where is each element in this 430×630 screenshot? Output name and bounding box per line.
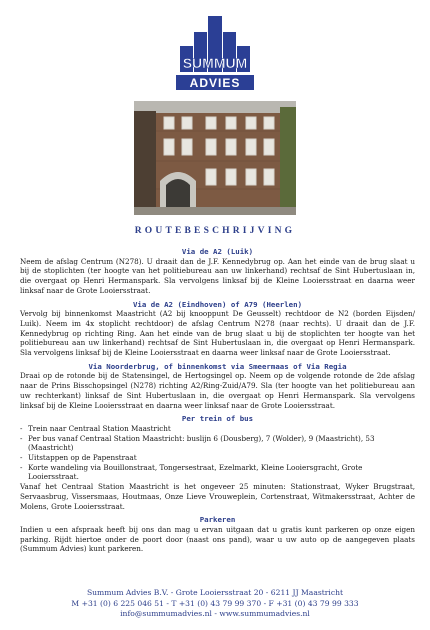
section-parkeren xyxy=(20,515,415,554)
list-item: - Per bus vanaf Centraal Station Maastricht: buslijn 6 (Dousberg), 7 (Wolder), 9 (Maastricht), 53 (Maastricht) xyxy=(20,434,415,453)
section-a2-luik xyxy=(20,247,415,296)
directions-content xyxy=(20,247,415,558)
list-item: - Korte wandeling via Bouillonstraat, Tongersestraat, Ezelmarkt, Kleine Looiersgracht, Grote Looiersstraat. xyxy=(20,463,415,482)
section-text: Draai op de rotonde bij de Statensingel, de Hertogsingel op. Neem op de volgende rotonde de 2de afslag naar de Prins Bisschopsingel (N278) richting A2/Ring-Zuid/A79. Sla (ter hoogte van het politiebureau aan uw rechterkant) linksaf de Sint Hubertuslaan in, die overgaat op Henri Hermanspark. Sla vervolgens linksaf bij de Kleine Looiersstraat en daarna weer linksaf naar de Grote Looiersstraat. xyxy=(20,371,415,410)
list-item: - Uitstappen op de Papenstraat xyxy=(20,453,415,463)
logo-bottom-text: ADVIES xyxy=(189,76,241,90)
section-heading: Via de A2 (Luik) xyxy=(181,247,254,256)
section-heading: Via Noorderbrug, of binnenkomst via Smeermaas of Via Regia xyxy=(88,361,347,371)
footer-address: Summum Advies B.V. - Grote Looiersstraat 20 - 6211 JJ Maastricht xyxy=(86,588,344,597)
section-text: Neem de afslag Centrum (N278). U draait dan de J.F. Kennedybrug op. Aan het einde van de brug slaat u bij de stoplichten (ter hoogte van het politiebureau aan uw linkerhand) rechtsaf de Sint Hubertuslaan in, die overgaat op Henri Hermanspark. Sla vervolgens linksaf bij de Kleine Looiersstraat en daarna weer linksaf naar de Grote Looiersstraat. xyxy=(20,256,415,295)
page-title: ROUTEBESCHRIJVING xyxy=(134,226,296,236)
section-heading: Parkeren xyxy=(199,515,236,525)
section-text: Indien u een afspraak heeft bij ons dan mag u ervan uitgaan dat u gratis kunt parkeren op onze eigen parking. Rijdt hiertoe onder de poort door (naast ons pand), waar u uw auto op de aangegeven plaats (Summum Advies) kunt parkeren. xyxy=(20,524,415,554)
section-heading: Via de A2 (Eindhoven) of A79 (Heerlen) xyxy=(132,299,303,309)
list-item: - Trein naar Centraal Station Maastricht xyxy=(20,424,415,434)
company-logo xyxy=(170,12,260,94)
transport-list xyxy=(20,424,415,482)
footer-email-website[interactable]: info@summumadvies.nl - www.summumadvies.nl xyxy=(120,609,310,618)
footer-phone-numbers: M +31 (0) 6 225 046 51 - T +31 (0) 43 79 99 370 - F +31 (0) 43 79 99 333 xyxy=(71,598,359,608)
section-text: Vervolg bij binnenkomst Maastricht (A2 bij knooppunt De Geusselt) rechtdoor de N2 (borden Eijsden/ Luik). Neem im 4x stoplicht rechtdoor) de afslag Centrum N278 (naar rechts). U draait dan de J.F. Kennedybrug op richting Ring. Aan het einde van de brug slaat u bij de stoplichten ter hoogte van het politiebureau aan uw linkerhand) rechtsaf de Sint Hubertuslaan in, die overgaat op Henri Hermanspark. Sla vervolgens linksaf bij de Kleine Looiersstraat en daarna weer linksaf naar de Grote Looiersstraat. xyxy=(20,309,415,358)
building-photo xyxy=(134,101,296,215)
section-a2-eindhoven xyxy=(20,300,415,358)
contact-footer xyxy=(0,588,430,620)
section-trein-bus xyxy=(20,414,415,511)
section-noorderbrug xyxy=(20,362,415,411)
section-text: Vanaf het Centraal Station Maastricht is het ongeveer 25 minuten: Stationstraat, Wyker Brugstraat, Servaasbrug, Vissersmaas, Houtmaas, Onze Lieve Vrouweplein, Cortenstraat, Witmakersstraat, Achter de Molens, Grote Looiersstraat. xyxy=(20,482,415,511)
section-heading: Per trein of bus xyxy=(181,414,254,424)
logo-top-text: SUMMUM xyxy=(182,55,248,71)
logo-graphic xyxy=(170,12,260,94)
